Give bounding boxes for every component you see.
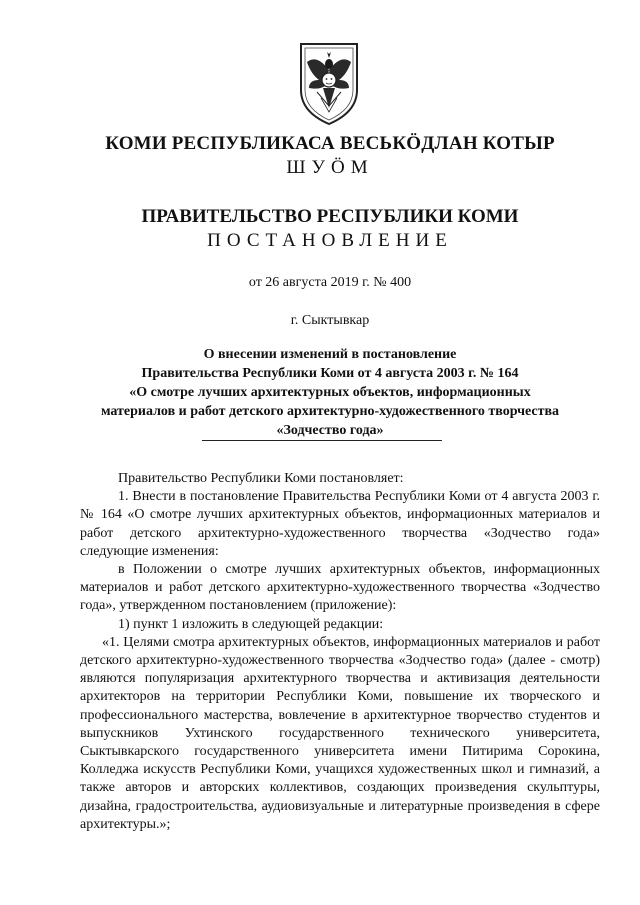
decree-body [80,470,600,834]
body-paragraph: Правительство Республики Коми постановляет: [118,471,404,486]
body-paragraph: 1. Внести в постановление Правительства Республики Коми от 4 августа 2003 г. № 164 «О смотре лучших архитектурных объектов, информационных материалов и работ детского архитектурно-художественного творчества «Зодчество года» следующие изменения: [80,489,600,559]
decree-city: г. Сыктывкар [290,313,370,328]
komi-decree-label: ШУÖМ [286,157,374,178]
body-paragraph: в Положении о смотре лучших архитектурных объектов, информационных материалов и работ детского архитектурно-художественного творчества «Зодчество года», утвержденном постановлением (приложение): [80,562,600,614]
decree-title-line: «О смотре лучших архитектурных объектов, информационных [129,385,531,400]
decree-title-line: О внесении изменений в постановление [203,347,457,362]
title-divider [202,440,442,441]
komi-government-title: КОМИ РЕСПУБЛИКАСА ВЕСЬКÖДЛАН КОТЫР [105,133,555,154]
decree-title-line: Правительства Республики Коми от 4 августа 2003 г. № 164 [141,366,519,381]
body-paragraph: 1) пункт 1 изложить в следующей редакции: [118,616,384,632]
government-title: ПРАВИТЕЛЬСТВО РЕСПУБЛИКИ КОМИ [141,206,519,227]
decree-label: ПОСТАНОВЛЕНИЕ [207,230,453,251]
decree-title-line: материалов и работ детского архитектурно-художественного творчества [100,404,560,419]
decree-title [60,345,600,440]
body-paragraph: «1. Целями смотра архитектурных объектов, информационных материалов и работ детского архитектурно-художественного творчества «Зодчество года» (далее - смотр) являются популяризация архитектурного творчества и активизация деятельности архитекторов на территории Республики Коми, повышение их творческого и профессионального мастерства, вовлечение в архитектурное творчество студентов и выпускников Ухтинского государственного технического университета, Сыктывкарского государственного университета имени Питирима Сорокина, Колледжа искусств Республики Коми, учащихся художественных школ и гимназий, а также авторов и авторских коллективов, создающих произведения скульптуры, дизайна, градостроительства, аудиовизуальные и литературные произведения в сфере архитектуры.»; [80,634,600,832]
decree-title-line: «Зодчество года» [276,423,384,438]
coat-of-arms-emblem [295,40,363,126]
decree-date-number: от 26 августа 2019 г. № 400 [248,275,412,290]
